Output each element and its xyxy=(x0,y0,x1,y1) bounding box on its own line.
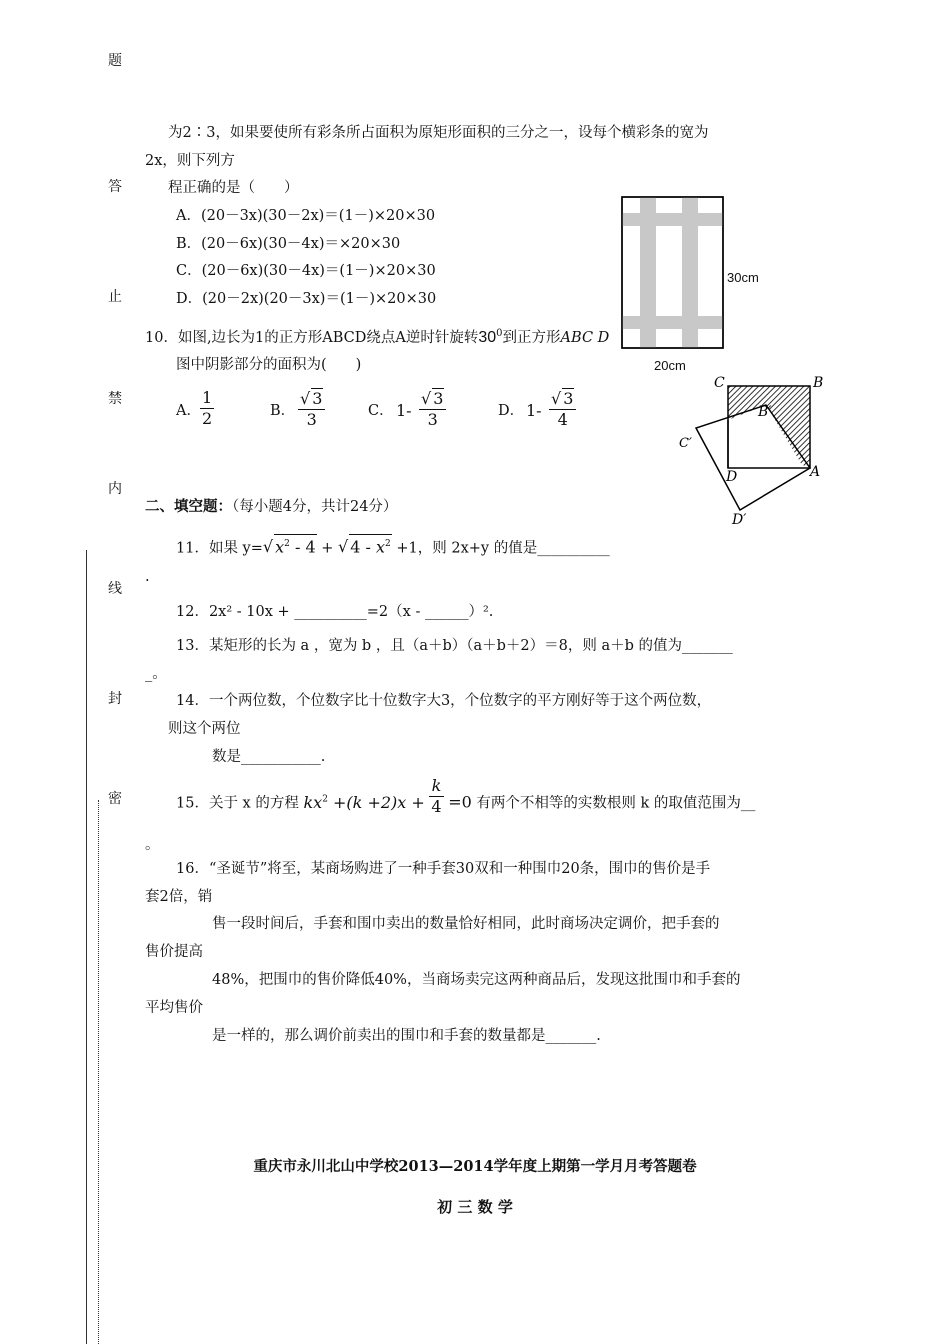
q10-label-bprime: B′ xyxy=(758,404,772,420)
q9-line2: 2x，则下列方 xyxy=(145,153,235,169)
q9-option-c: C．(20－6x)(30－4x)＝(1－)×20×30 xyxy=(176,263,436,279)
q11-dot: . xyxy=(145,569,150,585)
q10-c-prefix: 1- xyxy=(396,401,412,420)
q10-option-c: C． xyxy=(368,403,394,419)
q9-option-d: D．(20－2x)(20－3x)＝(1－)×20×30 xyxy=(176,291,437,307)
q10-option-b: B． xyxy=(270,403,296,419)
q14-line1: 14．一个两位数，个位数字比十位数字大3，个位数字的平方刚好等于这个两位数， xyxy=(176,693,712,709)
q10-frac-d: $\frac{√ 3}{4}$ xyxy=(549,388,576,430)
margin-char: 答 xyxy=(108,179,122,195)
q16-line7: 是一样的，那么调价前卖出的围巾和手套的数量都是_______. xyxy=(212,1028,601,1044)
q10-line1: 10．如图,边长为1的正方形ABCD绕点A逆时针旋转$30^0$到正方形ABC D xyxy=(145,328,610,346)
q13: 13．某矩形的长为 a ，宽为 b ，且（a＋b）（a＋b＋2）＝8，则 a＋b 的值为_______ xyxy=(176,638,733,654)
q10-d-prefix: 1- xyxy=(526,401,542,420)
q9-rectangle-figure xyxy=(620,195,730,350)
q16-line5: 48%，把围巾的售价降低40%，当商场卖完这两种商品后，发现这批围巾和手套的 xyxy=(212,972,741,988)
margin-char: 止 xyxy=(108,289,122,305)
answer-sheet-subtitle: 初 三 数 学 xyxy=(437,1198,513,1216)
answer-sheet-title: 重庆市永川北山中学校2013—2014学年度上期第一学月月考答题卷 xyxy=(253,1158,697,1175)
q14-line2: 则这个两位 xyxy=(168,721,241,737)
q9-option-a: A．(20－3x)(30－2x)＝(1－)×20×30 xyxy=(176,208,436,224)
q10-line2: 图中阴影部分的面积为( ) xyxy=(176,357,362,373)
margin-dotted-line xyxy=(98,800,99,1344)
q10-option-d: D． xyxy=(498,403,525,419)
margin-char: 题 xyxy=(108,53,122,69)
q16-line1: 16．“圣诞节”将至，某商场购进了一种手套30双和一种围巾20条，围巾的售价是手 xyxy=(176,861,711,877)
q11: 11．如果 y=√ $x^2 - 4$ + √ $4 - x^2 +1$，则 2x+y 的值是__________ xyxy=(176,534,610,557)
q10-frac-a: $\frac{1}{2}$ xyxy=(202,388,213,428)
q9-line1: 为2∶3，如果要使所有彩条所占面积为原矩形面积的三分之一，设每个横彩条的宽为 xyxy=(168,125,709,141)
q9-height-label: 30cm xyxy=(727,270,759,285)
q16-line3: 售一段时间后，手套和围巾卖出的数量恰好相同，此时商场决定调价，把手套的 xyxy=(212,916,720,932)
q10-label-dprime: D′ xyxy=(732,512,747,528)
q9-line3: 程正确的是（ ） xyxy=(168,180,299,196)
margin-solid-line xyxy=(86,550,87,1344)
margin-char: 线 xyxy=(108,581,122,597)
q16-line2: 套2倍，销 xyxy=(145,889,213,905)
q14-line3: 数是___________. xyxy=(212,749,326,765)
q10-frac-b: $\frac{√ 3}{3}$ xyxy=(298,388,325,430)
margin-char: 封 xyxy=(108,691,122,707)
q16-line6: 平均售价 xyxy=(145,1000,203,1016)
q10-frac-c: $\frac{√ 3}{3}$ xyxy=(419,388,446,430)
q16-line4: 售价提高 xyxy=(145,944,203,960)
q10-label-d: D xyxy=(726,469,738,485)
q10-rotated-square-figure xyxy=(676,372,836,532)
q10-label-cprime: C′ xyxy=(679,436,692,451)
q15: 15．关于 x 的方程 $kx^2 +(k +2)x$ + $\frac{k}{4}$ =0 有两个不相等的实数根则 k 的取值范围为__ xyxy=(176,776,756,816)
q10-angle: 30 xyxy=(478,328,497,346)
q10-label-b: B xyxy=(813,375,824,391)
margin-char: 密 xyxy=(108,791,122,807)
section2-header: 二、填空题：（每小题4分，共计24分） xyxy=(145,498,398,515)
q10-option-a: A． xyxy=(176,403,201,419)
q12: 12．2x² - 10x + __________=2（x - ______）². xyxy=(176,604,494,620)
q9-width-label: 20cm xyxy=(654,358,686,373)
margin-char: 禁 xyxy=(108,391,122,407)
margin-char: 内 xyxy=(108,481,122,497)
q9-option-b: B．(20－6x)(30－4x)＝×20×30 xyxy=(176,236,401,252)
q15-tail: 。 xyxy=(145,837,160,853)
q13-tail: _。 xyxy=(145,666,167,682)
q10-label-a: A xyxy=(810,464,821,480)
q10-label-c: C xyxy=(714,375,725,391)
